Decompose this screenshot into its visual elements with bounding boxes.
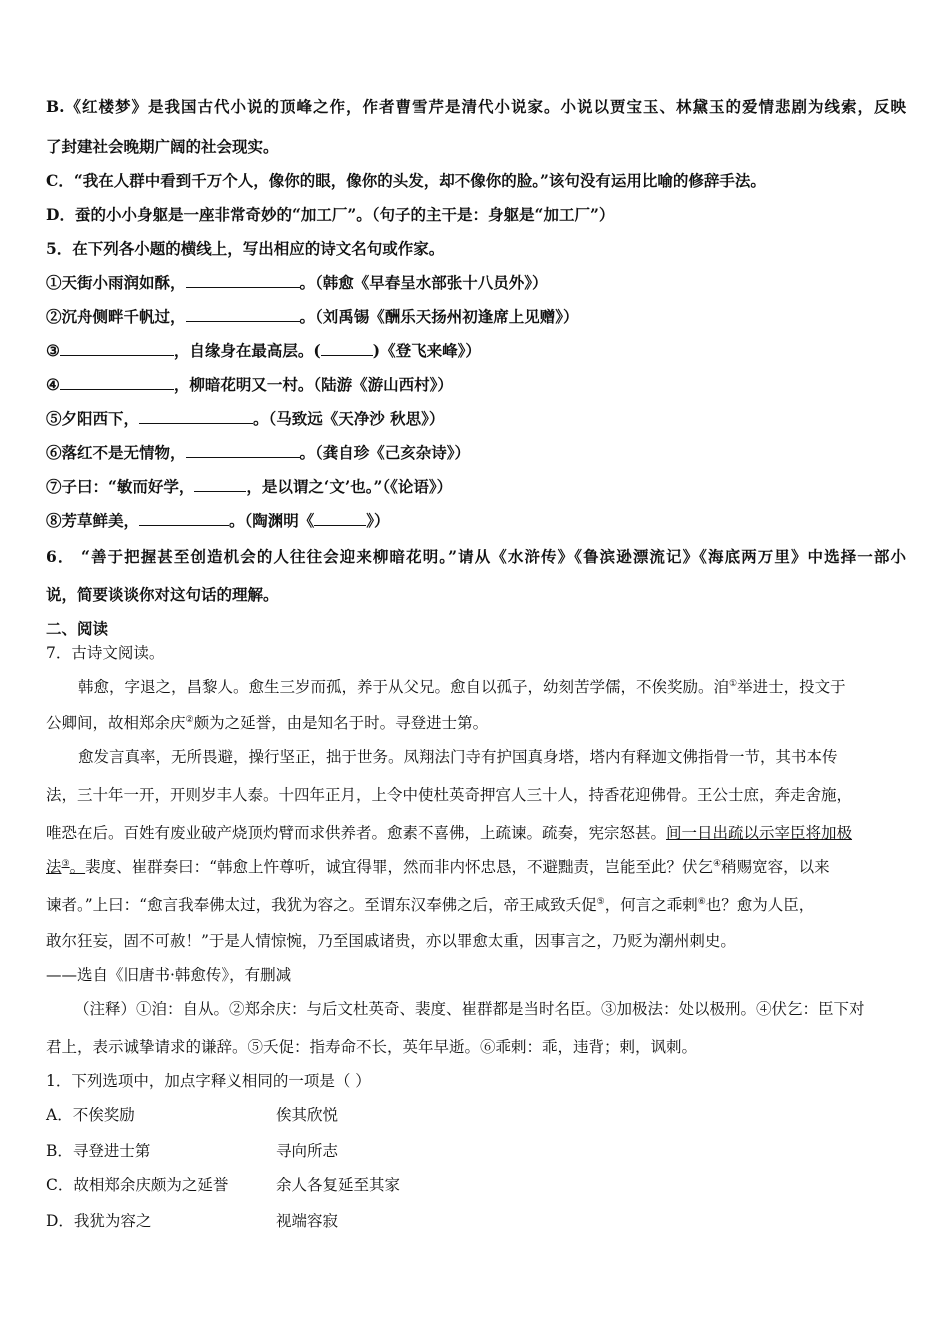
answer-blank[interactable]: [194, 477, 246, 492]
q4-option-b-line2: 了封建社会晚期广阔的社会现实。: [46, 137, 279, 156]
passage-p2-line1: 愈发言真率，无所畏避，操行坚正，拙于世务。凤翔法门寺有护国真身塔，塔内有释迦文佛指骨一节，其书本传: [78, 748, 838, 766]
q5-item-6-pre: ⑥落红不是无情物，: [46, 443, 186, 462]
answer-blank[interactable]: [60, 341, 174, 356]
q5-item-7-post: ，是以谓之‘文’也。”（《论语》）: [246, 477, 453, 496]
option-left: A．不俟奖励: [46, 1106, 135, 1124]
underlined-sentence: 法: [46, 858, 62, 876]
section-heading-reading: 二、阅读: [46, 619, 109, 638]
passage-p1-line1: [46, 676, 846, 698]
q5-item-4-post: ，柳暗花明又一村。（陆游《游山西村》）: [173, 375, 453, 394]
q5-item-6-post: 。（龚自珍《己亥杂诗》）: [299, 443, 471, 462]
answer-blank[interactable]: [60, 375, 174, 390]
q5-item-5-post: 。（马致远《天净沙 秋思》）: [253, 409, 445, 428]
option-right: 俟其欣悦: [276, 1106, 339, 1124]
passage-p2-line5: [46, 894, 814, 916]
footnote-mark: ⑥: [697, 896, 706, 907]
passage-text: 裴度、崔群奏曰：“韩愈上忤尊听，诚宜得罪，然而非内怀忠恳，不避黜责，岂能至此？伏乞: [85, 858, 714, 876]
option-b[interactable]: [46, 1140, 546, 1162]
option-right: 寻向所志: [276, 1142, 339, 1160]
passage-p1-line2: [46, 712, 488, 734]
q5-item-3: [46, 340, 481, 362]
passage-source: ——选自《旧唐书·韩愈传》，有删减: [46, 966, 292, 984]
underlined-sentence: 间一日出疏以示宰臣将加极: [666, 824, 853, 842]
passage-text: 韩愈，字退之，昌黎人。愈生三岁而孤，养于从父兄。愈自以孤子，幼刻苦学儒，不俟奖励。洎: [78, 678, 730, 696]
q5-item-1: [46, 272, 548, 294]
passage-text: 公卿间，故相郑余庆: [46, 714, 186, 732]
q5-item-3-post: )《登飞来峰》）: [372, 341, 481, 360]
answer-blank[interactable]: [186, 307, 300, 322]
q5-item-8-mid: 。（陶渊明《: [229, 511, 315, 530]
q4-option-d: D．蚕的小小身躯是一座非常奇妙的“加工厂”。（句子的主干是：身躯是“加工厂”）: [46, 205, 615, 224]
underlined-sentence: 。: [69, 858, 86, 876]
q5-item-5: [46, 408, 444, 430]
passage-p2-line2: 法，三十年一开，开则岁丰人泰。十四年正月，上令中使杜英奇押宫人三十人，持香花迎佛骨。王公士庶，奔走舍施，: [46, 786, 853, 804]
option-right: 余人各复延至其家: [276, 1176, 401, 1194]
q5-item-2-pre: ②沉舟侧畔千帆过，: [46, 307, 186, 326]
option-c[interactable]: [46, 1174, 546, 1196]
q5-item-2: [46, 306, 579, 328]
passage-text: 稍赐宽容，以来: [721, 858, 830, 876]
q5-item-4-pre: ④: [46, 375, 60, 394]
footnote-mark: ①: [729, 678, 738, 689]
passage-p2-line3: [46, 822, 852, 844]
q7-title: 7．古诗文阅读。: [46, 644, 165, 662]
option-a[interactable]: [46, 1104, 546, 1126]
passage-text: 唯恐在后。百姓有废业破产烧顶灼臂而求供养者。愈素不喜佛，上疏谏。疏奏，宪宗怒甚。: [46, 824, 667, 842]
footnote-mark: ⑤: [596, 896, 605, 907]
q5-item-1-post: 。（韩愈《早春呈水部张十八员外》）: [299, 273, 548, 292]
notes-line1: （注释）①洎：自从。②郑余庆：与后文杜英奇、裴度、崔群都是当时名臣。③加极法：处以极刑。④伏乞：臣下对: [74, 1000, 865, 1018]
q5-item-4: [46, 374, 453, 396]
answer-blank[interactable]: [139, 409, 253, 424]
footnote-mark: ②: [185, 714, 194, 725]
passage-p2-line6: 敢尔狂妄，固不可赦！”于是人情惊惋，乃至国戚诸贵，亦以罪愈太重，因事言之，乃贬为潮州刺史。: [46, 932, 736, 950]
q5-item-3-mid: ，自缘身在最高层。(: [173, 341, 321, 360]
q5-item-6: [46, 442, 470, 464]
option-right: 视端容寂: [276, 1212, 339, 1230]
answer-blank[interactable]: [186, 273, 300, 288]
q4-option-c: C．“我在人群中看到千万个人，像你的眼，像你的头发，却不像你的脸。”该句没有运用比喻的修辞手法。: [46, 171, 766, 190]
q5-item-8-pre: ⑧芳草鲜美，: [46, 511, 140, 530]
passage-text: 颇为之延誉，由是知名于时。寻登进士第。: [193, 714, 489, 732]
passage-text: ，何言之乖剌: [604, 896, 698, 914]
q5-item-8: [46, 510, 390, 532]
option-left: B．寻登进士第: [46, 1142, 151, 1160]
passage-text: 也？愈为人臣，: [705, 896, 815, 914]
q5-item-1-pre: ①天街小雨润如酥，: [46, 273, 186, 292]
passage-text: 谏者。”上曰：“愈言我奉佛太过，我犹为容之。至谓东汉奉佛之后，帝王咸致夭促: [46, 896, 597, 914]
q5-item-7-pre: ⑦子曰：“敏而好学，: [46, 477, 195, 496]
option-left: D．我犹为容之: [46, 1212, 152, 1230]
q6-line1: 6． “善于把握甚至创造机会的人往往会迎来柳暗花明。”请从《水浒传》《鲁滨逊漂流记》《海底两万里》中选择一部小: [46, 547, 906, 566]
q5-title: 5．在下列各小题的横线上，写出相应的诗文名句或作家。: [46, 239, 445, 258]
answer-blank[interactable]: [139, 511, 229, 526]
q4-option-b-line1: B.《红楼梦》是我国古代小说的顶峰之作，作者曹雪芹是清代小说家。小说以贾宝玉、林黛玉的爱情悲剧为线索，反映: [46, 97, 906, 116]
option-d[interactable]: [46, 1210, 546, 1232]
footnote-mark: ④: [713, 858, 722, 869]
q5-item-8-post: 》）: [366, 511, 390, 530]
answer-blank[interactable]: [186, 443, 300, 458]
q5-item-2-post: 。（刘禹锡《酬乐天扬州初逢席上见赠》）: [299, 307, 579, 326]
sub-question-1: 1．下列选项中，加点字释义相同的一项是（ ）: [46, 1072, 371, 1090]
option-left: C．故相郑余庆颇为之延誉: [46, 1176, 229, 1194]
q5-item-3-pre: ③: [46, 341, 60, 360]
passage-text: 举进士，投文于: [737, 678, 846, 696]
answer-blank[interactable]: [321, 341, 373, 356]
notes-line2: 君上，表示诚挚请求的谦辞。⑤夭促：指寿命不长，英年早逝。⑥乖剌：乖，违背；剌，讽刺。: [46, 1038, 698, 1056]
passage-p2-line4: [46, 856, 830, 878]
answer-blank[interactable]: [314, 511, 366, 526]
q5-item-7: [46, 476, 452, 498]
q5-item-5-pre: ⑤夕阳西下，: [46, 409, 140, 428]
footnote-mark: ③: [61, 858, 70, 869]
q6-line2: 说，简要谈谈你对这句话的理解。: [46, 585, 279, 604]
